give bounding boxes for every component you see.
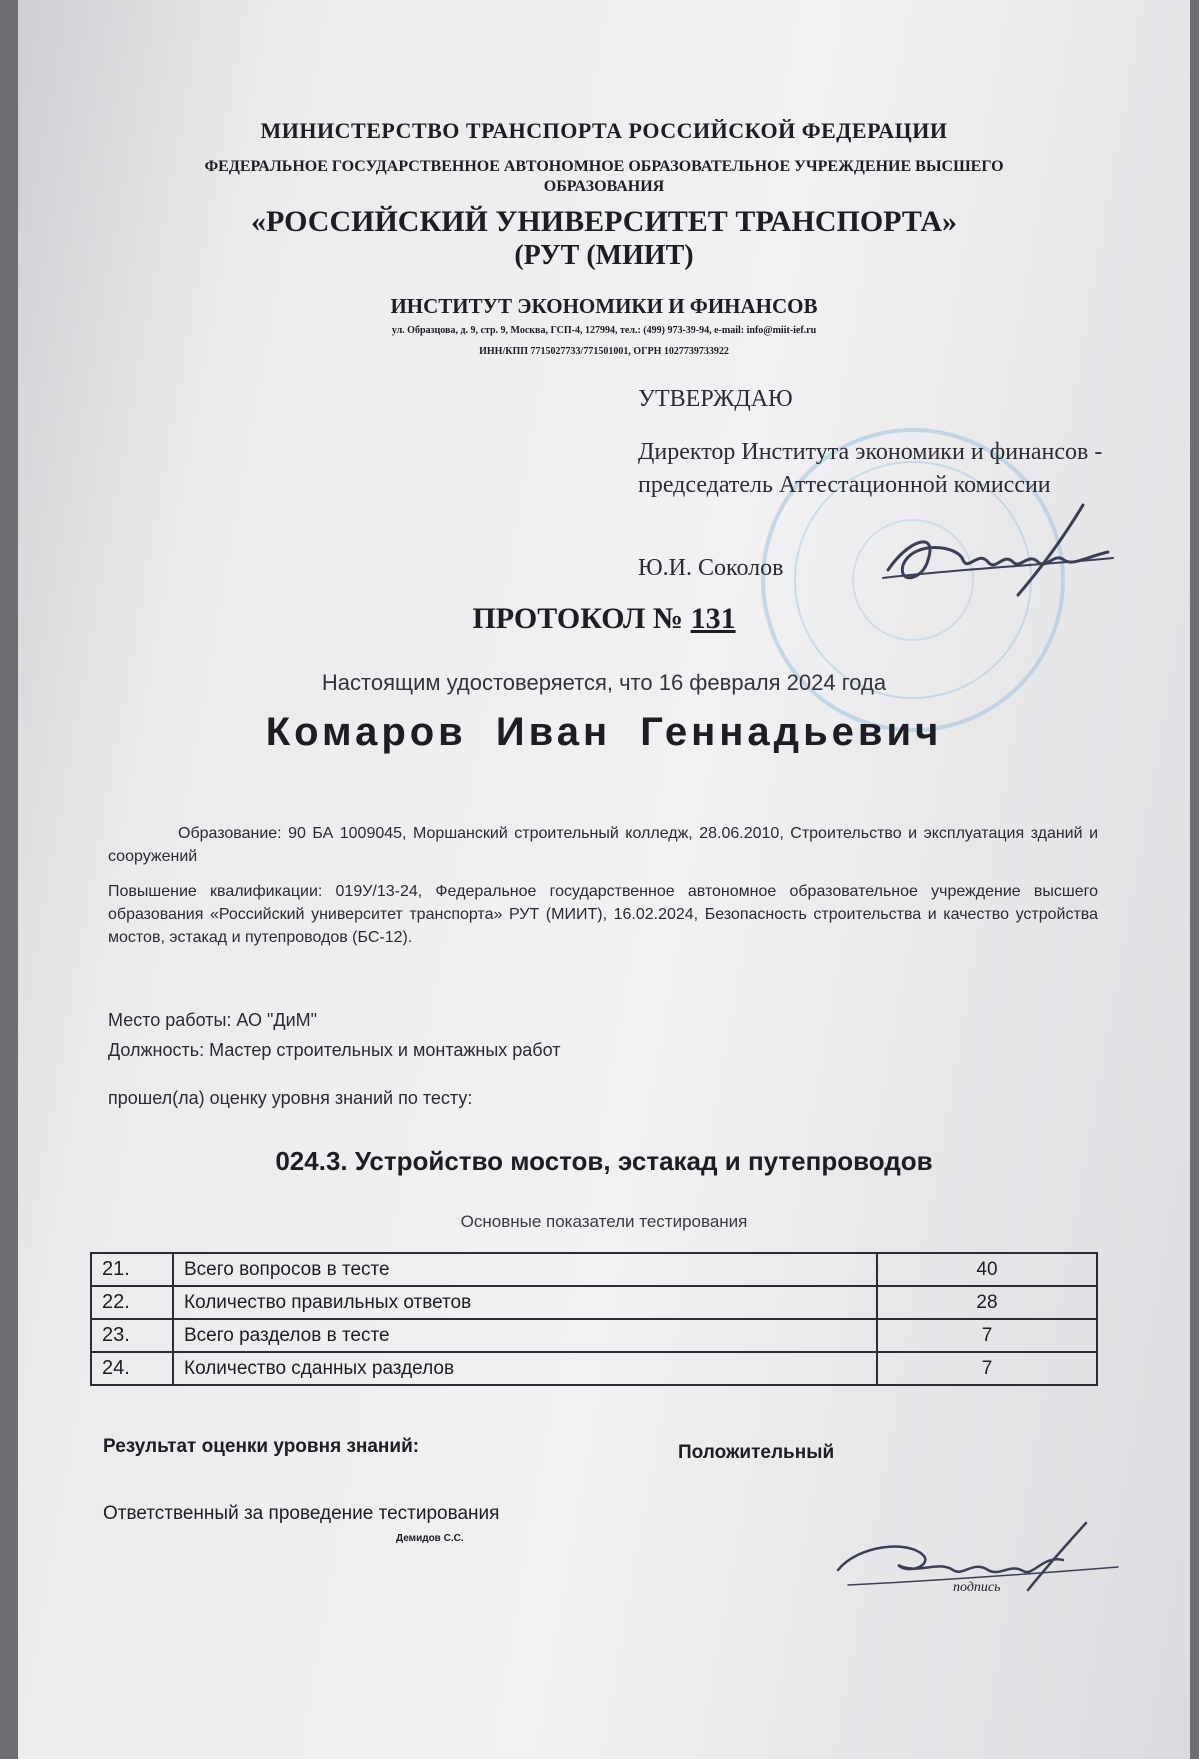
university-name: «РОССИЙСКИЙ УНИВЕРСИТЕТ ТРАНСПОРТА» [250, 205, 958, 238]
row-number: 21. [91, 1253, 173, 1286]
document-sheet [18, 0, 1190, 1759]
protocol-number: 131 [690, 602, 736, 635]
qualification-paragraph: Повышение квалификации: 019У/13-24, Федеральное государственное автономное образовательное учреждение высшего образования «Российский университет транспорта» РУТ (МИИТ), 16.02.2024, Безопасность строительства и качество устройства мостов, эстакад и путепроводов (БС-12). [108, 883, 1098, 946]
approval-name: Ю.И. Соколов [638, 555, 784, 581]
result-label: Результат оценки уровня знаний: [103, 1436, 420, 1457]
result-value: Положительный [678, 1442, 835, 1463]
institute-address: ул. Образцова, д. 9, стр. 9, Москва, ГСП-4, 127994, тел.: (499) 973-39-94, e-mail: info@miit-ief.ru [391, 325, 817, 336]
row-label: Всего вопросов в тесте [173, 1253, 877, 1286]
row-label: Количество правильных ответов [173, 1286, 877, 1319]
row-value: 7 [877, 1319, 1097, 1352]
responsible-label: Ответственный за проведение тестирования [103, 1503, 500, 1524]
education-paragraph: Образование: 90 БА 1009045, Моршанский строительный колледж, 28.06.2010, Строительство и эксплуатация зданий и сооружений [108, 825, 1098, 865]
approval-position: Директор Института экономики и финансов - председатель Аттестационной комиссии [638, 439, 1103, 498]
director-signature [868, 500, 1118, 610]
institution-type-header: ФЕДЕРАЛЬНОЕ ГОСУДАРСТВЕННОЕ АВТОНОМНОЕ ОБРАЗОВАТЕЛЬНОЕ УЧРЕЖДЕНИЕ ВЫСШЕГО ОБРАЗОВАНИЯ [204, 158, 1004, 195]
responsible-name: Демидов С.С. [396, 1533, 464, 1544]
passed-text: прошел(ла) оценку уровня знаний по тесту: [108, 1088, 473, 1108]
row-value: 40 [877, 1253, 1097, 1286]
ministry-header: МИНИСТЕРСТВО ТРАНСПОРТА РОССИЙСКОЙ ФЕДЕРАЦИИ [260, 118, 948, 143]
row-value: 7 [877, 1352, 1097, 1385]
row-number: 23. [91, 1319, 173, 1352]
protocol-label: ПРОТОКОЛ № [472, 602, 684, 635]
metrics-table [90, 1252, 1098, 1386]
table-row [91, 1286, 1097, 1319]
test-title: 024.3. Устройство мостов, эстакад и путепроводов [275, 1146, 933, 1176]
row-label: Количество сданных разделов [173, 1352, 877, 1385]
university-abbreviation: (РУТ (МИИТ) [514, 240, 694, 271]
table-row [91, 1319, 1097, 1352]
institute-name: ИНСТИТУТ ЭКОНОМИКИ И ФИНАНСОВ [390, 294, 818, 318]
protocol-heading [18, 602, 1190, 636]
job-position: Должность: Мастер строительных и монтажных работ [108, 1040, 561, 1060]
row-value: 28 [877, 1286, 1097, 1319]
institute-requisites: ИНН/КПП 7715027733/771501001, ОГРН 1027739733922 [479, 346, 729, 357]
table-row [91, 1253, 1097, 1286]
row-number: 22. [91, 1286, 173, 1319]
row-number: 24. [91, 1352, 173, 1385]
workplace: Место работы: АО "ДиМ" [108, 1010, 318, 1030]
signature-caption: подпись [953, 1580, 1001, 1595]
approval-title: УТВЕРЖДАЮ [638, 386, 793, 412]
person-name: Комаров Иван Геннадьевич [265, 710, 943, 754]
table-caption: Основные показатели тестирования [460, 1212, 748, 1231]
certify-text: Настоящим удостоверяется, что 16 февраля 2024 года [321, 670, 887, 695]
table-row [91, 1352, 1097, 1385]
row-label: Всего разделов в тесте [173, 1319, 877, 1352]
